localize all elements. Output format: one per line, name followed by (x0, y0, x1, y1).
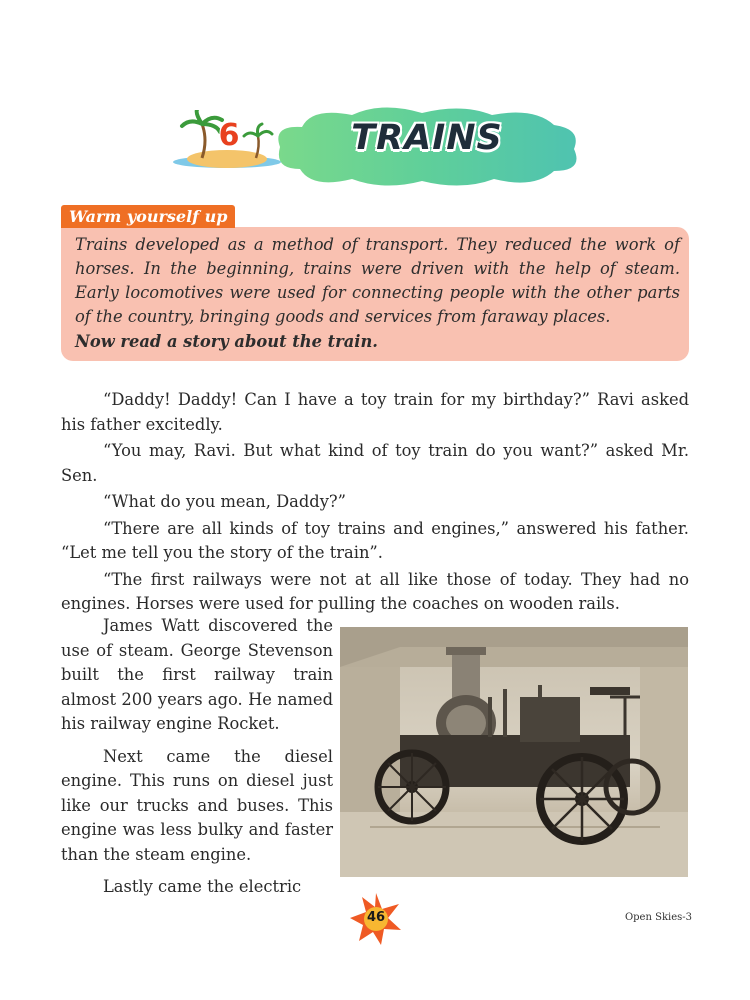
story-paragraph: James Watt discovered the use of steam. George Stevenson built the first railway train almost 200 years ago. He named his railway engine Rocket. (61, 616, 333, 733)
story-paragraph: Lastly came the electric (103, 877, 302, 896)
steam-engine-photo (340, 627, 688, 877)
chapter-number: 6 (218, 118, 240, 153)
story-paragraph: “What do you mean, Daddy?” (103, 492, 346, 511)
steam-engine-illustration (340, 627, 688, 877)
story-paragraph: “The first railways were not at all like those of today. They had no engines. Horses were used for pulling the coaches on wooden rails. (61, 569, 689, 613)
story-paragraph: “You may, Ravi. But what kind of toy train do you want?” asked Mr. Sen. (61, 441, 689, 485)
page-number: 46 (366, 910, 386, 925)
story-text (61, 388, 689, 619)
warm-up-call-to-action: Now read a story about the train. (75, 332, 378, 351)
story-paragraph: Next came the diesel engine. This runs on diesel just like our trucks and buses. This engine was less bulky and faster than the steam engine. (61, 746, 333, 864)
story-paragraph: “There are all kinds of toy trains and engines,” answered his father. “Let me tell you the story of the train”. (61, 518, 689, 562)
warm-up-label: Warm yourself up (61, 205, 235, 228)
book-name: Open Skies-3 (624, 912, 692, 923)
story-column-text (61, 614, 333, 908)
story-paragraph: “Daddy! Daddy! Can I have a toy train for my birthday?” Ravi asked his father excitedly. (61, 390, 689, 434)
chapter-title: TRAINS (351, 118, 503, 158)
warm-up-text: Trains developed as a method of transport. They reduced the work of horses. In the beginning, trains were driven with the help of steam. Early locomotives were used for connecting people with the other parts of the country, bringing goods and services from faraway places. (75, 235, 680, 326)
